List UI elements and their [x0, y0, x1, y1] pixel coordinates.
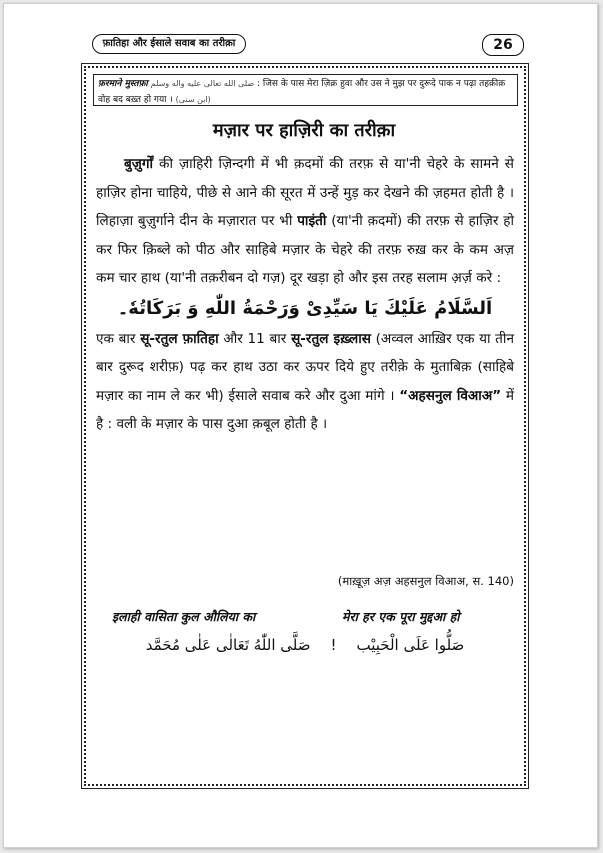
- paragraph-1: [96, 150, 514, 293]
- bold-term-painti: पाइंती: [297, 213, 327, 229]
- durood-first: صَلُّوا عَلَى الْحَبِيْب: [356, 636, 465, 654]
- farmaan-arabic-salutation: صلى الله تعالى عليه واله وسلم: [150, 79, 255, 88]
- source-citation: (माख़ूज़ अज़ अहसनुल विआअ, स. 140): [337, 574, 514, 588]
- bold-book-title: “अहसनुल विआअ”: [399, 387, 502, 404]
- couplet-line-2: मेरा हर एक पूरा मुद्दआ हो: [342, 609, 460, 624]
- farmaan-reference: (ابن سنی): [175, 95, 211, 104]
- bold-term-fatiha: सू-रतुल फ़ातिहा: [140, 330, 219, 347]
- page-number: 26: [482, 34, 524, 56]
- text-span: एक बार: [96, 330, 141, 347]
- text-span: की ज़ाहिरी ज़िन्दगी में भी क़दमों की तरफ़ से या'नी चेहरे के सामने से हाज़िर होना चाहिये, पीछे से आने की सूरत में उन्हें मुड़ कर देखने की ज़हमत होती है । लिहाज़ा बुज़ुर्गाने दीन के मज़ारात पर भी: [96, 156, 514, 229]
- bold-term-buzurgon: बुज़ुर्गों: [124, 156, 154, 172]
- text-span: (या'नी क़दमों) की तरफ़ से हाज़िर हो कर फिर क़िब्ले को पीठ और साहिबे मज़ार के चेहरे की तरफ़ रुख़ कर के कम अज़ कम चार हाथ (या'नी तक़रीबन दो गज़) दूर खड़ा हो और इस तरह सलाम अ़र्ज़ करे :: [96, 213, 514, 286]
- farmaan-label: फ़रमाने मुस्तफ़ा: [98, 79, 148, 89]
- text-span: और 11 बार: [218, 330, 292, 347]
- text-span: (अव्वल आख़िर एक या तीन बार दुरूद शरीफ़) पढ़ कर हाथ उठा कर ऊपर दिये हुए तरीक़े के मुताबिक़ (साहिबे मज़ार का नाम ले कर भी) ईसाले सवाब करे और दुआ मांगे ।: [96, 330, 514, 404]
- arabic-salam: اَلسَّلَامُ عَلَيْكَ يَا سَيِّدِىْ وَرَحْمَةُ اللّٰهِ وَ بَرَكَاتُهٗ۔: [117, 297, 493, 319]
- body-text: [96, 150, 514, 439]
- farmaan-box: [93, 74, 518, 106]
- text-span: में है : वली के मज़ार के पास दुआ क़बूल होती है ।: [96, 387, 515, 432]
- farmaan-text: : जिस के पास मेरा ज़िक्र हुवा और उस ने मुझ पर दुरूदे पाक न पढ़ा तहक़ीक़ वोह बद बख़्त हो गया ।: [98, 79, 506, 105]
- bold-term-ikhlas: सू-रतुल इख़्लास: [291, 330, 371, 347]
- header-title: फ़ातिहा और ईसाले सवाब का तरीक़ा: [92, 34, 246, 54]
- section-title: मज़ार पर हाज़िरी का तरीक़ा: [212, 120, 396, 141]
- durood-second: صَلَّى اللّٰهُ تَعَالٰى عَلٰى مُحَمَّد: [145, 636, 311, 654]
- couplet-line-1: इलाही वासिता कुल औलिया का: [112, 609, 256, 624]
- paragraph-2: [96, 325, 514, 439]
- durood-separator: !: [330, 636, 337, 654]
- durood-line: [96, 636, 514, 654]
